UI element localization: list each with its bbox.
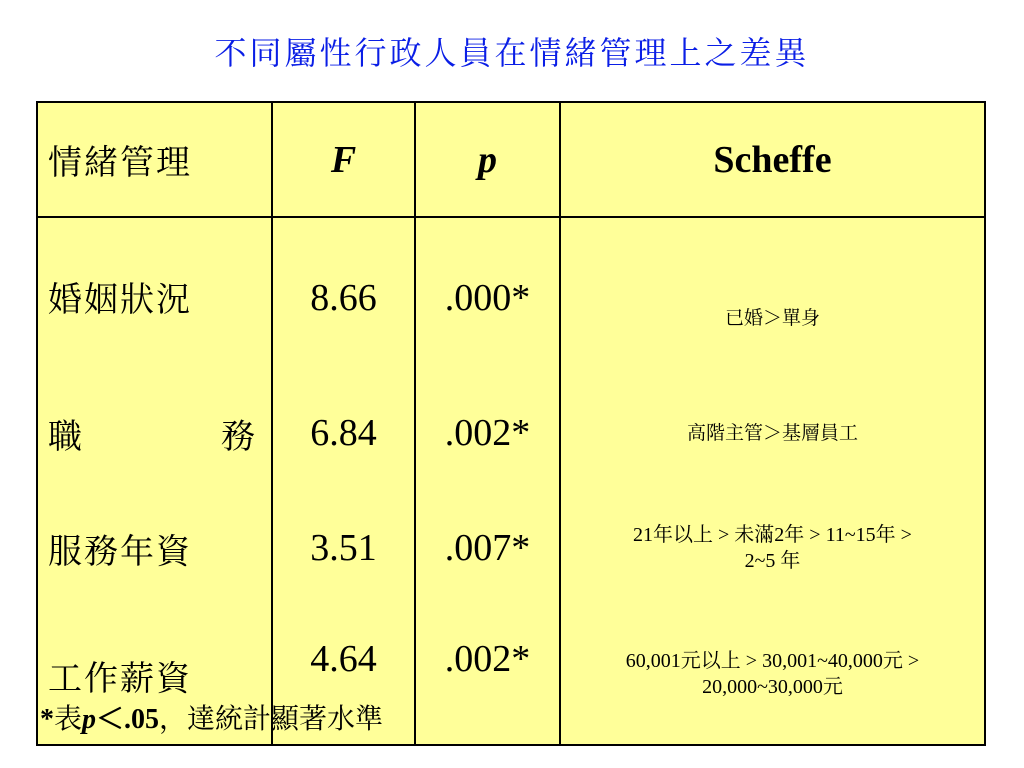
factor-cell: 服務年資 [37, 492, 272, 604]
f-value-cell: 4.64 [272, 604, 415, 745]
scheffe-line: 高階主管＞基層員工 [686, 421, 858, 444]
footnote [40, 697, 383, 737]
header-factor: 情緒管理 [37, 102, 272, 217]
factor-cell [37, 374, 272, 492]
scheffe-cell [560, 374, 985, 492]
results-table [36, 101, 986, 746]
factor-cell: 婚姻狀況 [37, 217, 272, 374]
scheffe-line: 20,000~30,000元 [702, 676, 843, 698]
table-row [37, 374, 985, 492]
footnote-prefix: 表 [54, 702, 83, 735]
footnote-p: p [82, 704, 97, 735]
table-row [37, 217, 985, 374]
header-row [37, 102, 985, 217]
table-row [37, 492, 985, 604]
scheffe-cell [560, 492, 985, 604]
scheffe-cell [560, 604, 985, 745]
footnote-suffix: ，達統計顯著水準 [159, 702, 384, 735]
scheffe-cell [560, 217, 985, 374]
footnote-star: * [40, 704, 54, 735]
p-value-cell: .002* [415, 604, 560, 745]
scheffe-line: 21年以上 > 未滿2年 > 11~15年 > [633, 524, 912, 546]
page-title: 不同屬性行政人員在情緒管理上之差異 [214, 34, 810, 72]
scheffe-line: 60,001元以上 > 30,001~40,000元 > [625, 650, 920, 672]
p-value-cell: .007* [415, 492, 560, 604]
header-p: p [415, 102, 560, 217]
footnote-threshold: .05 [124, 704, 160, 735]
factor-char-left: 職 [48, 416, 84, 457]
scheffe-line: 已婚＞單身 [724, 306, 820, 329]
f-value-cell: 6.84 [272, 374, 415, 492]
footnote-lt: ＜ [96, 704, 125, 735]
f-value-cell: 8.66 [272, 217, 415, 374]
factor-char-right: 務 [221, 416, 257, 457]
scheffe-line: 2~5 年 [744, 550, 801, 572]
p-value-cell: .000* [415, 217, 560, 374]
header-scheffe: Scheffe [560, 102, 985, 217]
factor-cell: 工作薪資 [37, 604, 272, 745]
header-f: F [272, 102, 415, 217]
f-value-cell: 3.51 [272, 492, 415, 604]
p-value-cell: .002* [415, 374, 560, 492]
